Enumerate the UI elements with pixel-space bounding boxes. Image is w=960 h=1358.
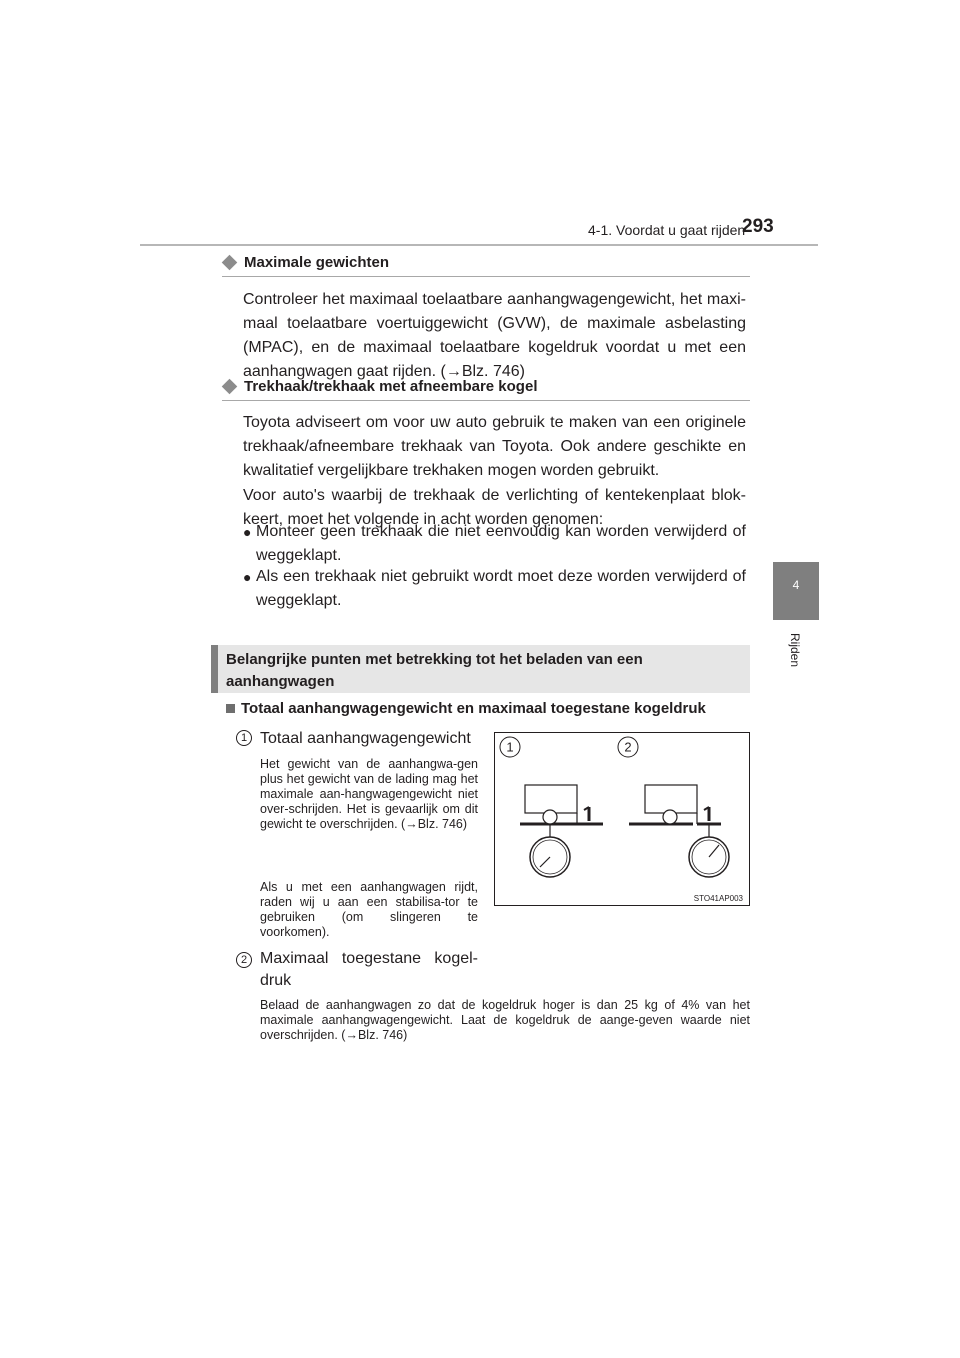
chapter-tab-number: 4	[792, 578, 800, 592]
hitch-paragraph-1: Toyota adviseert om voor uw auto gebruik te maken van een originele trekhaak/afneembare trekhaak van Toyota. Ook andere geschikte en kwalitatief vergelijkbare trekhaken mogen worden gebruikt.	[243, 414, 746, 479]
section-heading-text: Maximale gewichten	[244, 254, 390, 271]
item-number-2: 2	[236, 952, 252, 968]
list-item	[243, 520, 746, 568]
item1-text-1: Het gewicht van de aanhangwa-gen plus het gewicht van de lading mag het maximale aan-hangwagengewicht niet over-schrijden. Het is gevaarlijk om dit gewicht te overschrijden. (→Blz. 746)	[260, 757, 478, 831]
item2-text: Belaad de aanhangwagen zo dat de kogeldruk hoger is dan 25 kg of 4% van het maximale aanhangwagengewicht. Laat de kogeldruk de aange-geven waarde niet overschrijden. (→Blz. 746)	[260, 998, 750, 1042]
header-section-title: 4-1. Voordat u gaat rijden	[588, 222, 746, 238]
item1-text-2: Als u met een aanhangwagen rijdt, raden wij u aan een stabilisa-tor te gebruiken (om slingeren te voorkomen).	[260, 880, 478, 939]
square-bullet-icon	[226, 704, 235, 713]
callout-label-2: 2	[624, 739, 632, 755]
trailer-on-scale-left	[520, 785, 603, 877]
trailer-scale-illustration	[495, 733, 749, 905]
section-heading-weights	[222, 254, 750, 271]
subsection-heading	[226, 700, 756, 717]
bullet-dot-icon: ●	[243, 569, 252, 585]
section-divider	[222, 400, 750, 401]
trailer-weight-figure	[494, 732, 750, 906]
figure-code: STO41AP003	[693, 894, 743, 903]
callout-label-1: 1	[506, 739, 514, 755]
section-heading-text: Trekhaak/trekhaak met afneembare kogel	[244, 378, 538, 395]
item1-title: Totaal aanhangwagengewicht	[260, 730, 471, 747]
weights-paragraph: Controleer het maximaal toelaatbare aanhangwagengewicht, het maxi-maal toelaatbare voertuiggewicht (GVW), de maximale asbelasting (MPAC), en de maximaal toelaatbare kogeldruk voordat u met een aanhangwagen gaat rijden. (→Blz. 746)	[243, 291, 746, 380]
list-item	[243, 565, 746, 613]
subsection-heading-text: Totaal aanhangwagengewicht en maximaal toegestane kogeldruk	[241, 700, 706, 717]
list-item-text: Monteer geen trekhaak die niet eenvoudig kan worden verwijderd of weggeklapt.	[256, 523, 746, 564]
chapter-tab-label: Rijden	[788, 632, 802, 668]
diamond-bullet-icon	[222, 379, 238, 395]
hitch-paragraph-2: Voor auto's waarbij de trekhaak de verlichting of kentekenplaat blok-keert, moet het volgende in acht worden genomen:	[243, 487, 746, 528]
trailer-on-scale-right	[629, 785, 729, 877]
page-number: 293	[742, 216, 774, 237]
item-number-1: 1	[236, 730, 252, 746]
bullet-dot-icon: ●	[243, 524, 252, 540]
section-divider	[222, 276, 750, 277]
box-heading: Belangrijke punten met betrekking tot het beladen van een aanhangwagen	[211, 645, 750, 693]
section-heading-hitch	[222, 378, 750, 395]
header-divider	[140, 244, 818, 246]
diamond-bullet-icon	[222, 255, 238, 271]
list-item-text: Als een trekhaak niet gebruikt wordt moet deze worden verwijderd of weggeklapt.	[256, 568, 746, 609]
item2-title: Maximaal toegestane kogel-druk	[260, 950, 478, 989]
